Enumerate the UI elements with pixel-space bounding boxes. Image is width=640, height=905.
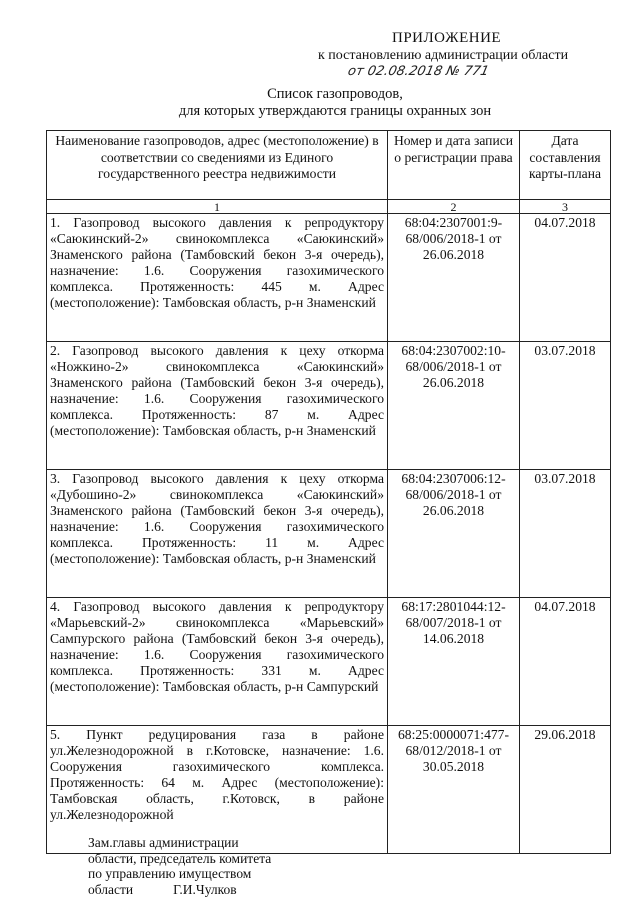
- column-number: 2: [388, 200, 520, 214]
- registration-record: 68:04:2307002:10-68/006/2018-1 от 26.06.2018: [388, 342, 520, 470]
- table-header-row: [47, 131, 611, 200]
- map-plan-date: 04.07.2018: [520, 598, 611, 726]
- registration-record: 68:25:0000071:477-68/012/2018-1 от 30.05.2018: [388, 726, 520, 854]
- signature-block: [88, 835, 271, 897]
- document-title: [0, 86, 640, 120]
- column-number-row: [47, 200, 611, 214]
- signature-position-line: Зам.главы администрации: [88, 835, 239, 850]
- column-number: 1: [47, 200, 388, 214]
- document-title-line-1: Список газопроводов,: [267, 86, 403, 102]
- signature-position-line: области, председатель комитета: [88, 850, 272, 866]
- map-plan-date: 03.07.2018: [520, 342, 611, 470]
- table-row: [47, 598, 611, 726]
- registration-record: 68:17:2801044:12-68/007/2018-1 от 14.06.2018: [388, 598, 520, 726]
- table-row: [47, 342, 611, 470]
- map-plan-date: 03.07.2018: [520, 470, 611, 598]
- map-plan-date: 04.07.2018: [520, 214, 611, 342]
- signature-position-line: [88, 882, 271, 898]
- column-number: 3: [520, 200, 611, 214]
- pipeline-description: 1. Газопровод высокого давления к репродуктору «Саюкинский-2» свинокомплекса «Саюкинский» Знаменского района (Тамбовский бекон 3-я очередь), назначение: 1.6. Сооружения газохимического комплекса. Протяженность: 445 м. Адрес (местоположение): Тамбовская область, р-н Знаменский: [47, 214, 388, 342]
- gas-pipelines-table: [46, 130, 611, 854]
- signature-position-line: по управлению имуществом: [88, 866, 252, 881]
- pipeline-description: 5. Пункт редуцирования газа в районе ул.Железнодорожной в г.Котовске, назначение: 1.6. Сооружения газохимического комплекса. Протяженность: 64 м. Адрес (местоположение): Тамбовская область, г.Котовск, в районе ул.Железнодорожной: [47, 726, 388, 854]
- header-map-date: Дата составления карты-плана: [520, 131, 611, 200]
- handwritten-decree-date: от 02.08.2018 № 771: [346, 64, 491, 79]
- pipeline-description: 2. Газопровод высокого давления к цеху откорма «Ножкино-2» свинокомплекса «Саюкинский» Знаменского района (Тамбовский бекон 3-я очередь), назначение: 1.6. Сооружения газохимического комплекса. Протяженность: 87 м. Адрес (местоположение): Тамбовская область, р-н Знаменский: [47, 342, 388, 470]
- table-row: [47, 470, 611, 598]
- document-title-line-2: для которых утверждаются границы охранных зон: [178, 103, 492, 119]
- signature-position-suffix: области: [88, 881, 134, 897]
- registration-record: 68:04:2307006:12-68/006/2018-1 от 26.06.2018: [388, 470, 520, 598]
- header-name-address: Наименование газопроводов, адрес (местоположение) в соответствии со сведениями из Единого государственного реестра недвижимости: [47, 131, 388, 200]
- header-registration: Номер и дата записи о регистрации права: [388, 131, 520, 200]
- signatory-name: Г.И.Чулков: [173, 881, 237, 897]
- map-plan-date: 29.06.2018: [520, 726, 611, 854]
- table-row: [47, 214, 611, 342]
- registration-record: 68:04:2307001:9-68/006/2018-1 от 26.06.2018: [388, 214, 520, 342]
- pipeline-description: 4. Газопровод высокого давления к репродуктору «Марьевский-2» свинокомплекса «Марьевский» Сампурского района (Тамбовский бекон 3-я очередь), назначение: 1.6. Сооружения газохимического комплекса. Протяженность: 331 м. Адрес (местоположение): Тамбовская область, р-н Сампурский: [47, 598, 388, 726]
- appendix-title: ПРИЛОЖЕНИЕ: [392, 30, 502, 46]
- decree-reference: к постановлению администрации области: [318, 48, 569, 63]
- pipeline-description: 3. Газопровод высокого давления к цеху откорма «Дубошино-2» свинокомплекса «Саюкинский» Знаменского района (Тамбовский бекон 3-я очередь), назначение: 1.6. Сооружения газохимического комплекса. Протяженность: 11 м. Адрес (местоположение): Тамбовская область, р-н Знаменский: [47, 470, 388, 598]
